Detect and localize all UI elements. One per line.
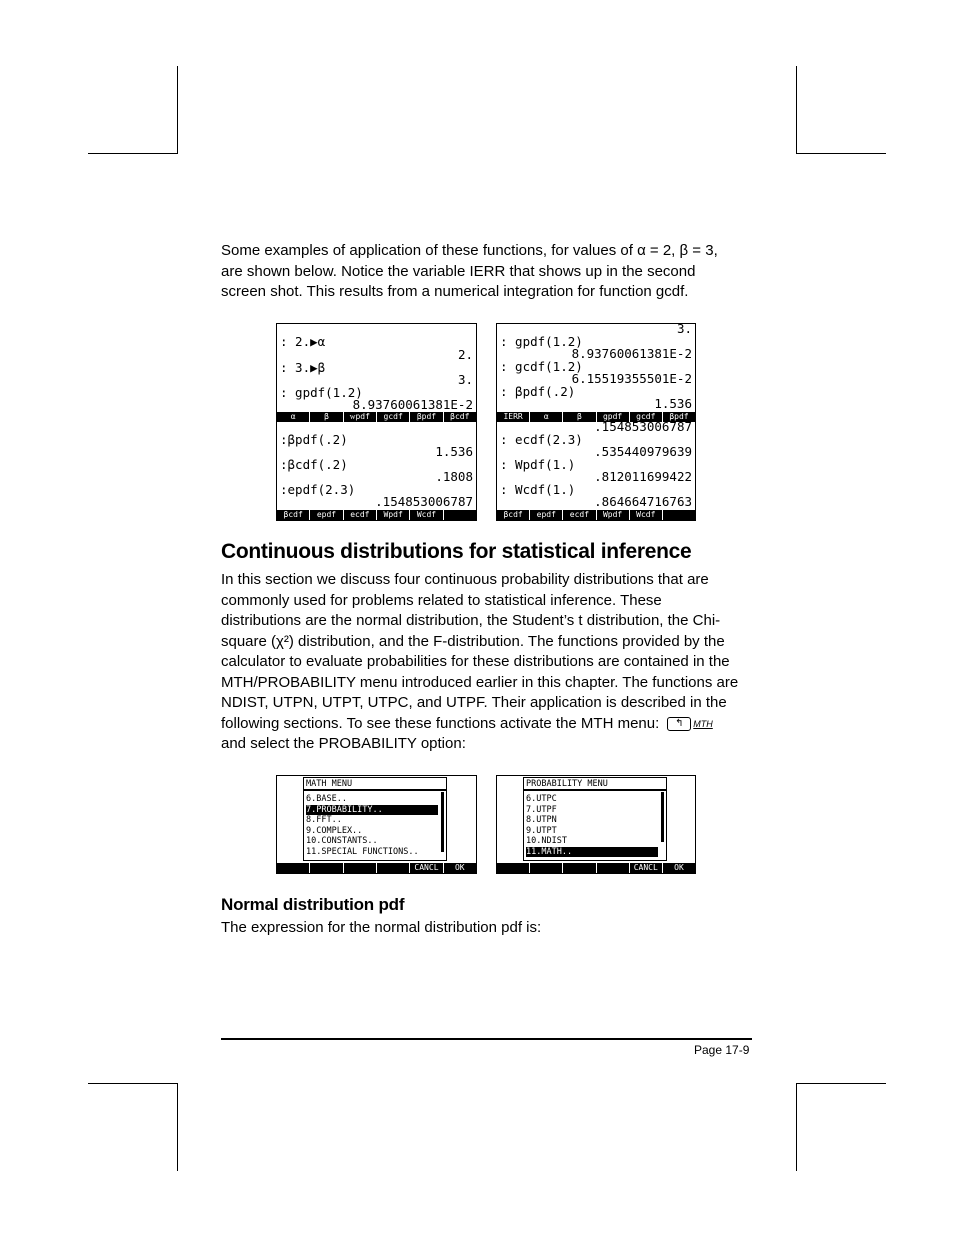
softkey[interactable]: ecdf [344, 510, 377, 520]
intro-paragraph [221, 241, 751, 303]
softkey[interactable] [310, 863, 343, 873]
ok-softkey[interactable]: OK [454, 863, 465, 872]
paragraph-line: calculator to evaluate probabilities for these distributions are contained in the [221, 653, 730, 670]
menu-divider [524, 789, 666, 791]
softkey[interactable]: ᴡpdf [344, 412, 377, 422]
crop-mark [177, 66, 178, 154]
paragraph-line: commonly used for problems related to statistical inference. These [221, 591, 662, 609]
stack-entry: : gpdf(1.2) [500, 334, 583, 349]
softkey[interactable]: α [530, 412, 563, 422]
paragraph-line: NDIST, UTPN, UTPT, UTPC, and UTPF. Their application is described in the [221, 694, 727, 711]
stack-line [500, 398, 692, 411]
menu-item-selected[interactable]: 11.MATH.. [526, 847, 658, 858]
softkey[interactable]: βpdf [669, 412, 689, 421]
stack-line [280, 399, 473, 412]
crop-mark [88, 1083, 178, 1084]
menu-item[interactable]: 8.UTPN [526, 815, 557, 825]
softkey[interactable]: gpdf [597, 412, 630, 422]
stack-result: .812011699422 [594, 469, 692, 484]
menu-divider [304, 789, 446, 791]
paragraph-line: square (χ²) distribution, and the F-distribution. The functions provided by the [221, 632, 725, 650]
stack-entry: : gcdf(1.2) [500, 359, 583, 374]
softkey[interactable]: gcdf [630, 412, 663, 422]
paragraph-line [221, 714, 751, 735]
crop-mark [177, 1083, 178, 1171]
math-menu-screen [276, 775, 477, 874]
stack-result: .535440979639 [594, 444, 692, 459]
calculator-screen-2 [496, 323, 696, 521]
stack-entry: : Wpdf(1.) [500, 457, 576, 472]
softkey-bar [497, 510, 695, 520]
stack-line [280, 336, 473, 349]
softkey[interactable] [563, 863, 596, 873]
softkey[interactable]: IERR [497, 412, 530, 422]
left-shift-key-icon: ↰ [667, 717, 691, 731]
ok-softkey[interactable]: OK [674, 863, 684, 872]
softkey[interactable]: Wpdf [377, 510, 410, 520]
crop-mark [88, 153, 178, 154]
stack-entry: : βpdf(.2) [500, 384, 576, 399]
mth-key-icon: MTH [693, 718, 713, 729]
softkey[interactable] [663, 510, 695, 520]
crop-mark [796, 1083, 797, 1171]
menu-title: PROBABILITY MENU [526, 779, 608, 789]
calculator-screen-1 [276, 323, 477, 521]
stack-result: 1.536 [654, 396, 692, 411]
crop-mark [796, 66, 797, 154]
menu-title: MATH MENU [306, 779, 353, 789]
softkey[interactable]: β [563, 412, 596, 422]
stack-result: .154853006787 [375, 494, 473, 509]
softkey[interactable]: βpdf [410, 412, 443, 422]
probability-menu-screen [496, 775, 696, 874]
softkey[interactable] [377, 863, 410, 873]
crop-mark [796, 153, 886, 154]
paragraph-text: following sections. To see these functions activate the MTH menu: [221, 714, 660, 732]
subsection-paragraph: The expression for the normal distribution pdf is: [221, 919, 542, 936]
menu-item[interactable]: 10.CONSTANTS.. [306, 836, 378, 846]
softkey-bar [277, 863, 476, 873]
softkey[interactable] [444, 510, 476, 520]
softkey[interactable]: Wcdf [630, 510, 663, 520]
menu-item[interactable]: 11.SPECIAL FUNCTIONS.. [306, 846, 419, 857]
softkey[interactable]: Wpdf [597, 510, 630, 520]
paragraph-line: In this section we discuss four continuous probability distributions that are [221, 571, 709, 588]
menu-item[interactable]: 8.FFT.. [306, 815, 342, 825]
menu-item-selected[interactable]: 7.PROBABILITY.. [306, 805, 438, 816]
stack-entry: :epdf(2.3) [280, 482, 356, 497]
stack-result: 6.15519355501E-2 [571, 371, 692, 386]
choose-box [303, 777, 447, 861]
stack-line [500, 496, 692, 509]
stack-entry: : gpdf(1.2) [280, 385, 363, 400]
paragraph-line: distributions are the normal distribution, the Student’s t distribution, the Chi- [221, 612, 721, 629]
softkey[interactable]: ecdf [563, 510, 596, 520]
cancel-softkey[interactable]: CANCL [410, 863, 443, 873]
menu-item[interactable]: 10.NDIST [526, 836, 567, 846]
stack-result: .1808 [435, 469, 473, 484]
softkey[interactable] [344, 863, 377, 873]
intro-line: screen shot. This results from a numerical integration for function gcdf. [221, 283, 689, 300]
softkey[interactable]: gcdf [377, 412, 410, 422]
menu-item[interactable]: 6.BASE.. [306, 794, 347, 804]
scrollbar[interactable] [661, 792, 664, 842]
paragraph-line: MTH/PROBABILITY menu introduced earlier in this chapter. The functions are [221, 673, 739, 691]
softkey[interactable] [277, 863, 310, 873]
stack-result: .154853006787 [594, 419, 692, 434]
softkey[interactable]: α [277, 412, 310, 422]
softkey-bar [277, 412, 476, 422]
stack-result: 8.93760061381E-2 [352, 397, 473, 412]
stack-result: 3. [676, 323, 692, 336]
menu-item[interactable]: 9.COMPLEX.. [306, 825, 363, 836]
stack-result: .864664716763 [594, 494, 692, 509]
stack-entry: : 2.▶α [280, 334, 326, 349]
softkey[interactable] [497, 863, 530, 873]
cancel-softkey[interactable]: CANCL [630, 863, 663, 873]
page-number: Page 17-9 [694, 1043, 750, 1057]
stack-entry: : 3.▶β [280, 360, 326, 375]
stack-entry: :βcdf(.2) [280, 457, 348, 472]
stack-entry: : Wcdf(1.) [500, 482, 576, 497]
crop-mark [796, 1083, 886, 1084]
subsection-heading: Normal distribution pdf [221, 895, 405, 914]
softkey[interactable] [530, 863, 563, 873]
softkey[interactable]: epdf [310, 510, 343, 520]
softkey[interactable] [597, 863, 630, 873]
menu-item[interactable]: 7.UTPF [526, 804, 557, 815]
stack-result: 8.93760061381E-2 [571, 346, 692, 361]
softkey[interactable]: βcdf [450, 412, 470, 421]
softkey-bar [277, 510, 476, 520]
stack-entry: :βpdf(.2) [280, 432, 348, 447]
stack-result: 3. [457, 372, 473, 387]
choose-box [523, 777, 667, 861]
footer-rule [221, 1038, 752, 1040]
softkey[interactable]: epdf [530, 510, 563, 520]
section-heading: Continuous distributions for statistical inference [221, 540, 692, 563]
menu-item[interactable]: 9.UTPT [526, 825, 557, 836]
intro-line: Some examples of application of these functions, for values of α = 2, β = 3, [221, 242, 718, 259]
softkey[interactable]: βcdf [497, 510, 530, 520]
softkey[interactable]: βcdf [277, 510, 310, 520]
stack-result: 1.536 [435, 444, 473, 459]
softkey[interactable]: Wcdf [410, 510, 443, 520]
intro-line: are shown below. Notice the variable IERR that shows up in the second [221, 262, 696, 280]
paragraph-line: and select the PROBABILITY option: [221, 735, 466, 753]
scrollbar[interactable] [441, 792, 444, 852]
stack-entry: : ecdf(2.3) [500, 432, 583, 447]
menu-item[interactable]: 6.UTPC [526, 794, 557, 804]
section-paragraph [221, 570, 751, 755]
stack-result: 2. [457, 347, 473, 362]
softkey-bar [497, 863, 695, 873]
stack-line [280, 496, 473, 509]
softkey[interactable]: β [310, 412, 343, 422]
